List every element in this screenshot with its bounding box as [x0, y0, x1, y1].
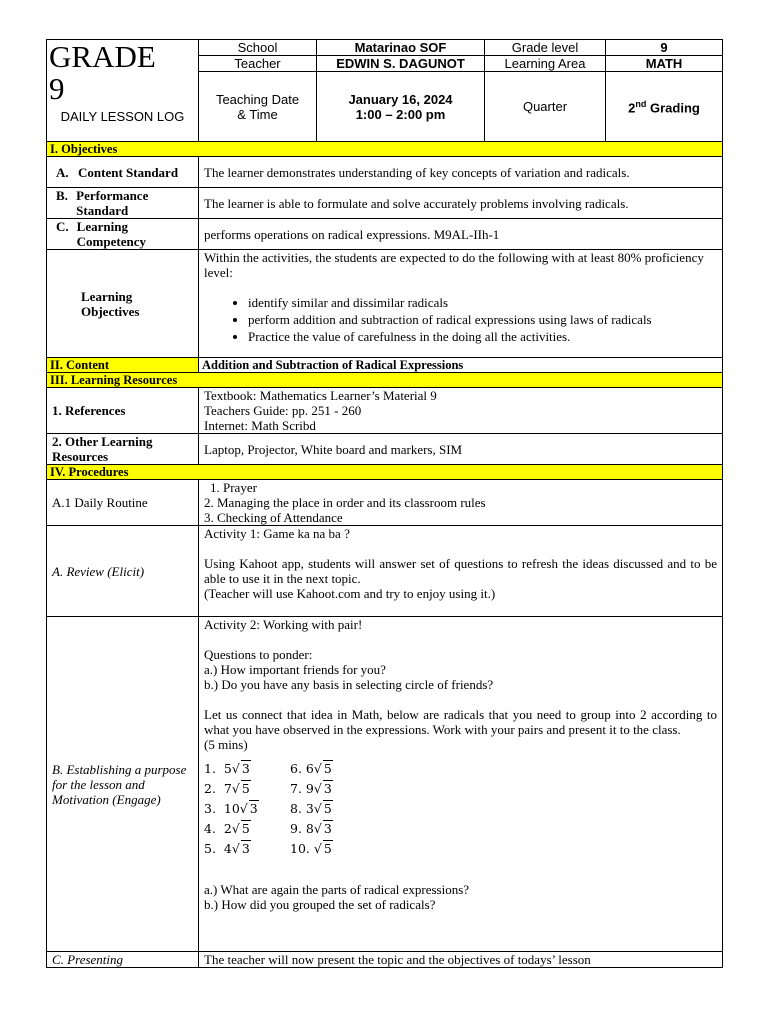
learning-competency-text: performs operations on radical expressions. M9AL-IIh-1: [199, 219, 723, 250]
radical-row: 5. 4√ 3 10. √ 5: [204, 840, 332, 856]
engage-content: [199, 617, 723, 952]
learning-area-label: Learning Area: [485, 56, 606, 72]
routine-item: 1. Prayer: [210, 480, 257, 495]
radical-row: 4. 2√ 5 9. 8√ 3: [204, 820, 332, 836]
grade-block: [47, 40, 199, 142]
review-activity: Activity 1: Game ka na ba ?: [204, 526, 350, 541]
time-value: 1:00 – 2:00 pm: [355, 106, 446, 122]
routine-item: 3. Checking of Attendance: [204, 510, 343, 525]
reference-item: Teachers Guide: pp. 251 - 260: [204, 403, 362, 418]
daily-lesson-log: [46, 39, 722, 968]
reference-item: Textbook: Mathematics Learner’s Material 9: [204, 388, 437, 403]
radical-row: 2. 7√ 5 7. 9√ 3: [204, 780, 332, 796]
teaching-date-value: [317, 72, 485, 142]
grade-level-value: 9: [606, 40, 723, 56]
daily-lesson-log-label: DAILY LESSON LOG: [60, 109, 185, 124]
objectives-intro: Within the activities, the students are expected to do the following with at least 80% proficiency level:: [204, 250, 704, 280]
ponder-question: a.) How important friends for you?: [204, 662, 386, 677]
presenting-text: The teacher will now present the topic and the objectives of todays’ lesson: [199, 952, 723, 968]
teacher-label: Teacher: [199, 56, 317, 72]
engage-activity: Activity 2: Working with pair!: [204, 617, 363, 632]
section-learning-resources: III. Learning Resources: [47, 373, 723, 388]
connect-text: Let us connect that idea in Math, below are radicals that you need to group into 2 according to what you have observed in the expressions. Work with your pairs and present it to the class.: [204, 707, 717, 737]
review-text: Using Kahoot app, students will answer set of questions to refresh the ideas discussed and to be able to use it in the next topic.: [204, 556, 717, 586]
content-value: Addition and Subtraction of Radical Expressions: [199, 358, 723, 373]
grade-title: GRADE: [49, 39, 156, 74]
radical-row: 1. 5√ 3 6. 6√ 5: [204, 760, 332, 776]
teaching-date-label: Teaching Date & Time: [199, 72, 317, 142]
teacher-value: EDWIN S. DAGUNOT: [317, 56, 485, 72]
lesson-log-table: [46, 39, 723, 968]
other-resources-label: 2. Other Learning Resources: [47, 434, 199, 465]
references-label: 1. References: [47, 388, 199, 434]
grade-number: 9: [49, 71, 65, 106]
content-standard-label: A. Content Standard: [47, 157, 199, 188]
radical-list: [204, 758, 717, 858]
daily-routine-label: A.1 Daily Routine: [47, 480, 199, 526]
review-label: A. Review (Elicit): [47, 526, 199, 617]
learning-competency-label: C. Learning Competency: [47, 219, 199, 250]
section-objectives: I. Objectives: [47, 142, 723, 157]
content-standard-text: The learner demonstrates understanding of key concepts of variation and radicals.: [199, 157, 723, 188]
other-resources-value: Laptop, Projector, White board and markers, SIM: [199, 434, 723, 465]
section-procedures: IV. Procedures: [47, 465, 723, 480]
review-content: [199, 526, 723, 617]
radical-row: 3. 10√ 3 8. 3√ 5: [204, 800, 332, 816]
daily-routine-list: [199, 480, 723, 526]
references-list: [199, 388, 723, 434]
objective-item: • Practice the value of carefulness in the doing all the activities.: [248, 329, 717, 344]
school-value: Matarinao SOF: [317, 40, 485, 56]
objective-item: • identify similar and dissimilar radicals: [248, 295, 717, 310]
presenting-label: C. Presenting: [47, 952, 199, 968]
learning-objectives-label: Learning Objectives: [47, 250, 199, 358]
performance-standard-text: The learner is able to formulate and solve accurately problems involving radicals.: [199, 188, 723, 219]
date-value: January 16, 2024: [348, 91, 453, 107]
review-note: (Teacher will use Kahoot.com and try to enjoy using it.): [204, 586, 496, 601]
grade-level-label: Grade level: [485, 40, 606, 56]
followup-question: b.) How did you grouped the set of radicals?: [204, 897, 436, 912]
objective-item: • perform addition and subtraction of radical expressions using laws of radicals: [248, 312, 717, 327]
engage-label: B. Establishing a purpose for the lesson and Motivation (Engage): [47, 617, 199, 952]
reference-item: Internet: Math Scribd: [204, 418, 316, 433]
quarter-label: Quarter: [485, 72, 606, 142]
learning-area-value: MATH: [606, 56, 723, 72]
quarter-value: 2nd Grading: [606, 72, 723, 142]
learning-objectives-text: [199, 250, 723, 358]
ponder-question: b.) Do you have any basis in selecting circle of friends?: [204, 677, 494, 692]
school-label: School: [199, 40, 317, 56]
section-content: II. Content: [47, 358, 199, 373]
objectives-list: [204, 295, 717, 344]
followup-question: a.) What are again the parts of radical expressions?: [204, 882, 470, 897]
performance-standard-label: B. Performance Standard: [47, 188, 199, 219]
ponder-title: Questions to ponder:: [204, 647, 313, 662]
time-note: (5 mins): [204, 737, 248, 752]
routine-item: 2. Managing the place in order and its classroom rules: [204, 495, 486, 510]
